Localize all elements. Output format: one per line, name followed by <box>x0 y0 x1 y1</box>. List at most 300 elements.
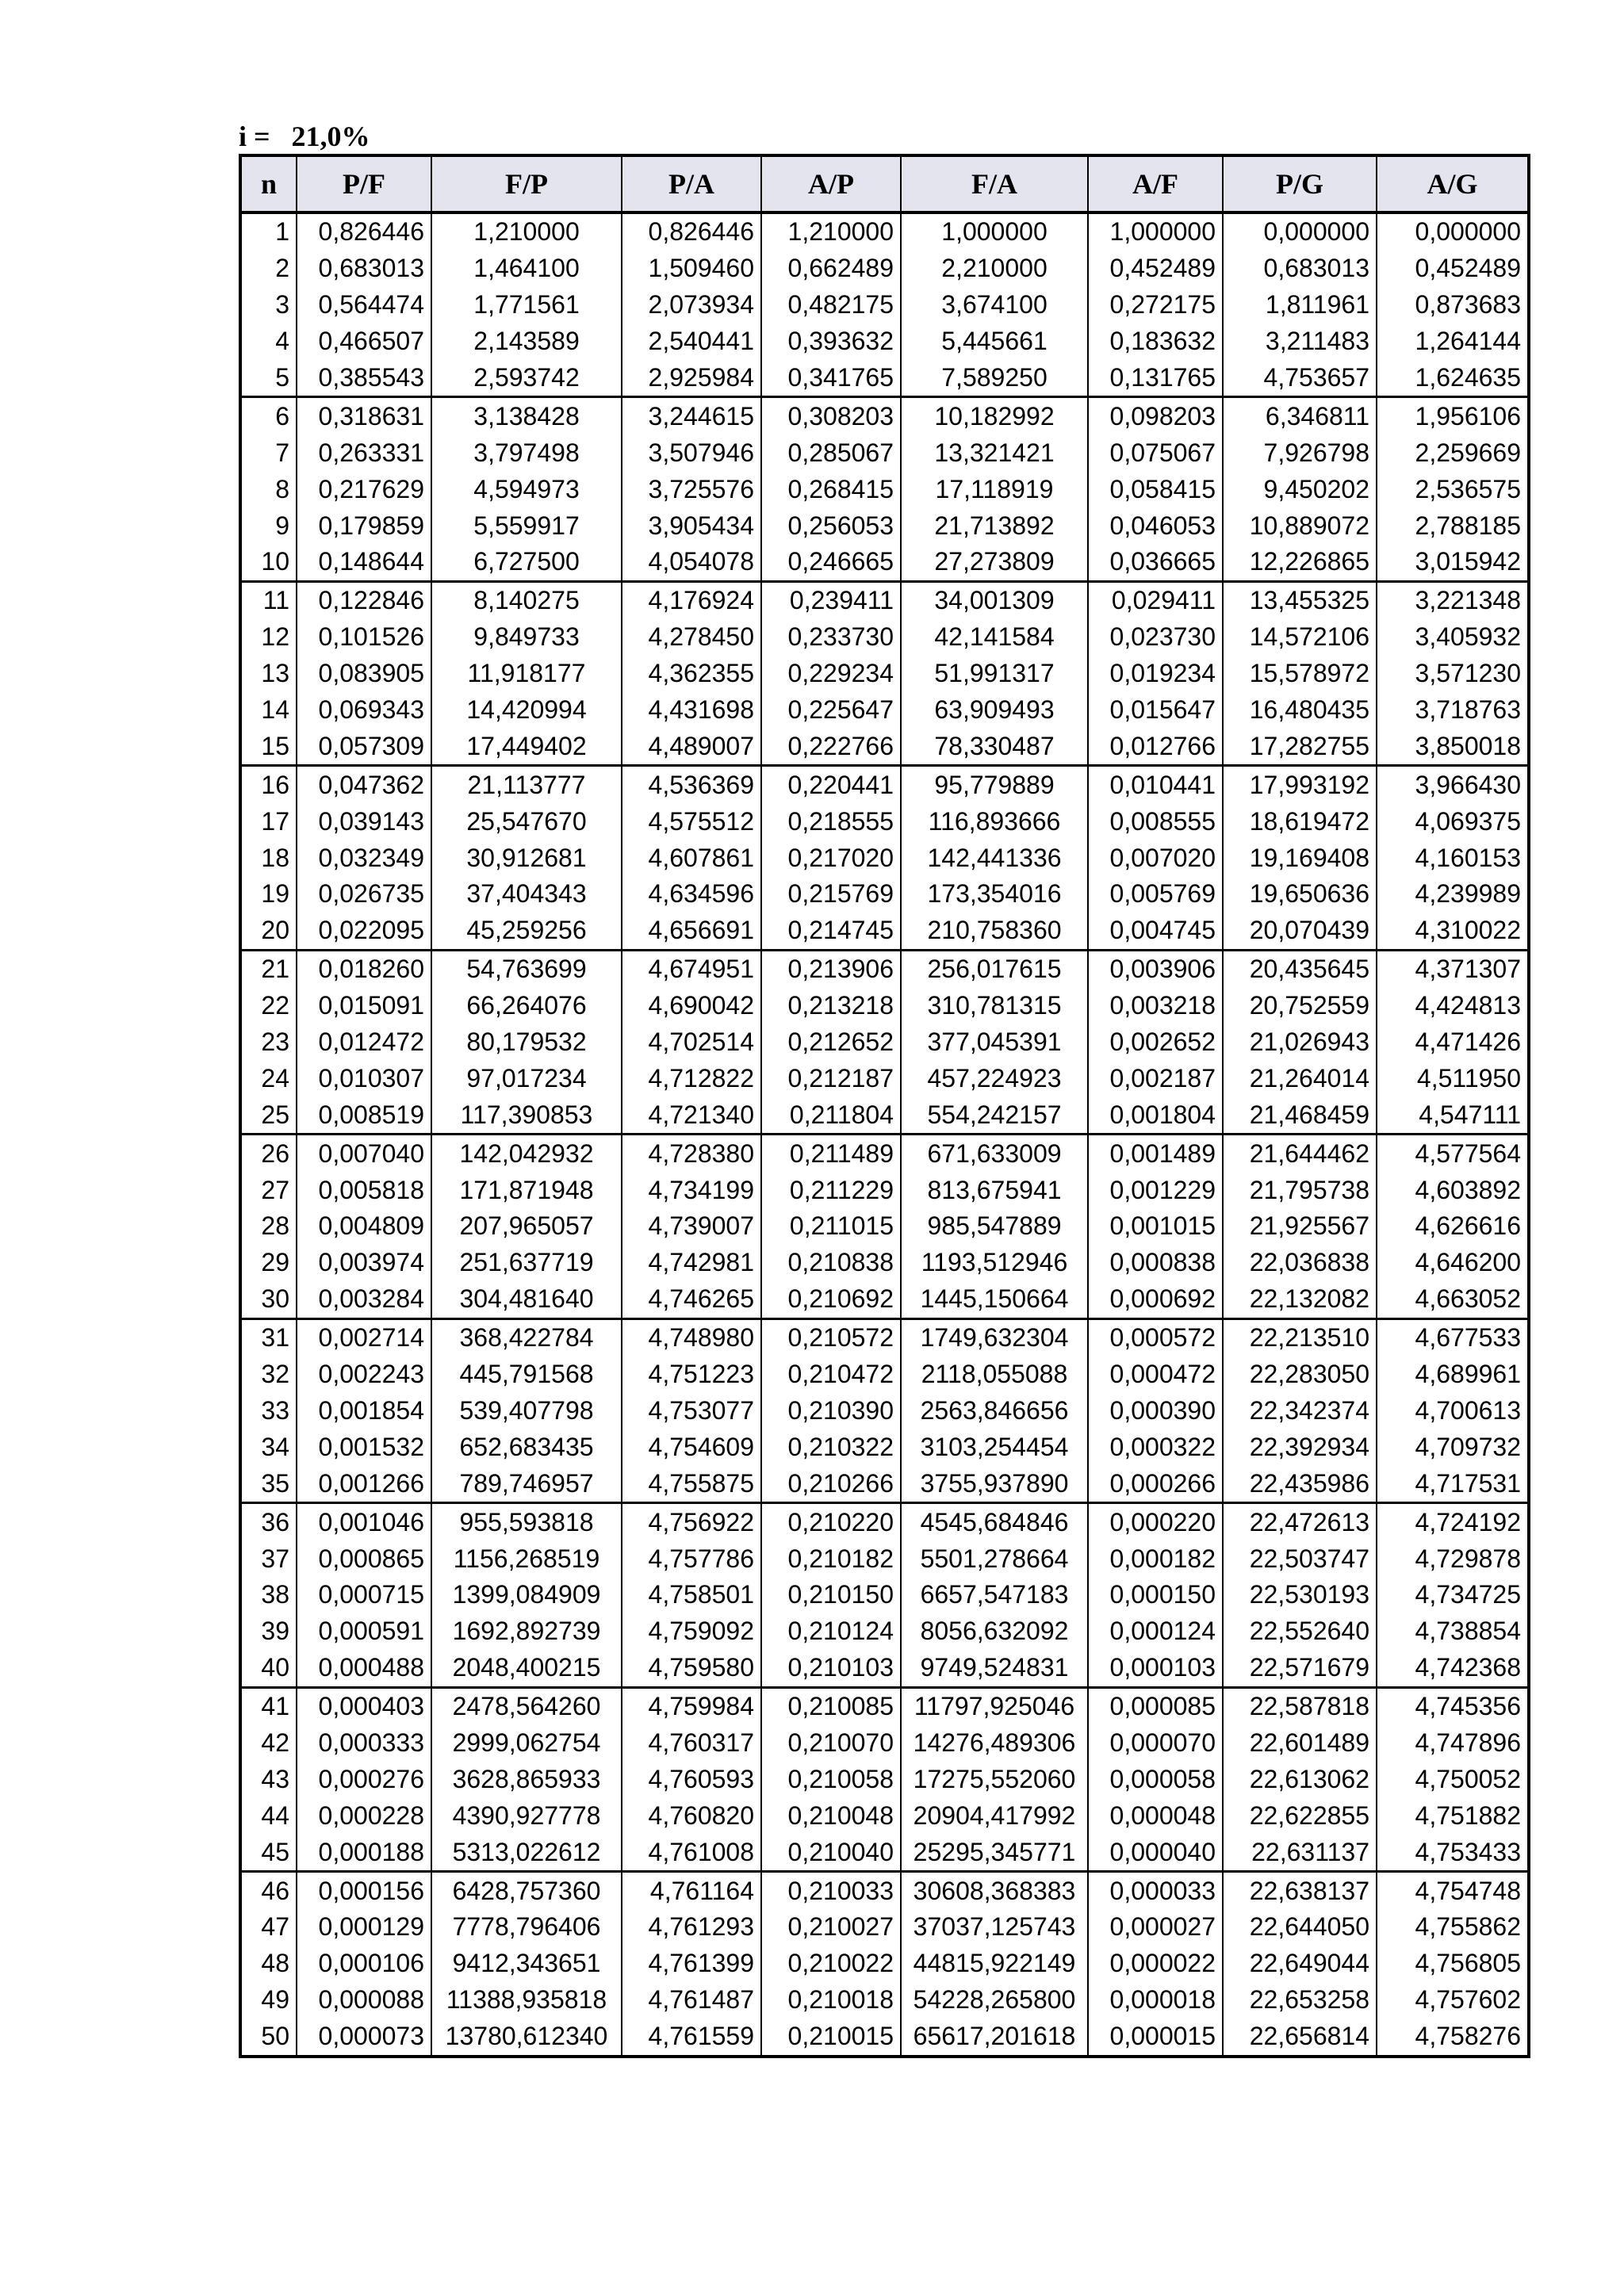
cell-pf: 0,026735 <box>297 876 431 913</box>
cell-fa: 7,589250 <box>901 360 1088 397</box>
cell-n: 17 <box>240 803 297 840</box>
cell-pa: 4,761293 <box>622 1909 761 1946</box>
cell-af: 0,000048 <box>1088 1797 1223 1834</box>
column-header-n: n <box>240 155 297 212</box>
cell-fp: 1,210000 <box>431 212 622 251</box>
cell-pg: 22,644050 <box>1223 1909 1377 1946</box>
interest-rate-value: 21,0% <box>291 121 370 152</box>
cell-af: 0,012766 <box>1088 728 1223 765</box>
table-row <box>240 913 1529 950</box>
table-row <box>240 1172 1529 1208</box>
cell-ap: 0,210838 <box>761 1245 901 1281</box>
cell-pa: 4,536369 <box>622 766 761 803</box>
cell-pg: 22,530193 <box>1223 1577 1377 1613</box>
cell-fa: 5,445661 <box>901 323 1088 360</box>
cell-af: 0,000182 <box>1088 1540 1223 1577</box>
cell-ag: 4,751882 <box>1377 1797 1529 1834</box>
cell-ap: 0,211489 <box>761 1135 901 1172</box>
cell-n: 50 <box>240 2019 297 2057</box>
cell-n: 47 <box>240 1909 297 1946</box>
cell-ag: 4,738854 <box>1377 1613 1529 1650</box>
cell-pg: 9,450202 <box>1223 471 1377 507</box>
cell-pg: 6,346811 <box>1223 397 1377 434</box>
cell-pg: 22,132082 <box>1223 1281 1377 1318</box>
cell-pf: 0,000156 <box>297 1872 431 1909</box>
cell-fp: 171,871948 <box>431 1172 622 1208</box>
cell-fp: 1,771561 <box>431 287 622 323</box>
cell-n: 4 <box>240 323 297 360</box>
cell-ap: 0,268415 <box>761 471 901 507</box>
cell-pf: 0,032349 <box>297 840 431 876</box>
cell-ap: 0,214745 <box>761 913 901 950</box>
cell-pf: 0,101526 <box>297 619 431 656</box>
cell-ag: 3,718763 <box>1377 692 1529 729</box>
cell-pg: 21,468459 <box>1223 1096 1377 1134</box>
cell-pg: 22,587818 <box>1223 1687 1377 1724</box>
cell-pa: 4,712822 <box>622 1060 761 1096</box>
cell-fa: 310,781315 <box>901 988 1088 1024</box>
cell-fp: 368,422784 <box>431 1318 622 1356</box>
cell-ap: 0,246665 <box>761 544 901 581</box>
cell-fa: 2118,055088 <box>901 1357 1088 1393</box>
cell-fp: 30,912681 <box>431 840 622 876</box>
cell-pg: 20,070439 <box>1223 913 1377 950</box>
cell-ap: 0,210027 <box>761 1909 901 1946</box>
table-row <box>240 1872 1529 1909</box>
cell-n: 42 <box>240 1725 297 1762</box>
cell-af: 0,015647 <box>1088 692 1223 729</box>
cell-ap: 0,210070 <box>761 1725 901 1762</box>
table-row <box>240 803 1529 840</box>
cell-pa: 4,702514 <box>622 1024 761 1061</box>
cell-ap: 0,210085 <box>761 1687 901 1724</box>
table-row <box>240 1946 1529 1982</box>
cell-fa: 5501,278664 <box>901 1540 1088 1577</box>
cell-pa: 4,761164 <box>622 1872 761 1909</box>
cell-pg: 22,283050 <box>1223 1357 1377 1393</box>
cell-pf: 0,039143 <box>297 803 431 840</box>
cell-ag: 2,259669 <box>1377 434 1529 471</box>
cell-ap: 0,210048 <box>761 1797 901 1834</box>
cell-ap: 0,220441 <box>761 766 901 803</box>
cell-fa: 65617,201618 <box>901 2019 1088 2057</box>
cell-ap: 0,256053 <box>761 507 901 544</box>
cell-pg: 21,795738 <box>1223 1172 1377 1208</box>
cell-n: 20 <box>240 913 297 950</box>
cell-pg: 21,264014 <box>1223 1060 1377 1096</box>
cell-n: 29 <box>240 1245 297 1281</box>
cell-fp: 2,593742 <box>431 360 622 397</box>
cell-ag: 4,577564 <box>1377 1135 1529 1172</box>
cell-pa: 4,054078 <box>622 544 761 581</box>
cell-ap: 0,210033 <box>761 1872 901 1909</box>
cell-fp: 955,593818 <box>431 1503 622 1540</box>
cell-af: 0,000572 <box>1088 1318 1223 1356</box>
cell-pa: 3,244615 <box>622 397 761 434</box>
cell-ag: 3,015942 <box>1377 544 1529 581</box>
cell-ag: 4,757602 <box>1377 1982 1529 2019</box>
cell-pa: 3,905434 <box>622 507 761 544</box>
cell-pa: 4,758501 <box>622 1577 761 1613</box>
cell-pa: 4,656691 <box>622 913 761 950</box>
interest-rate-prefix: i = <box>239 121 270 152</box>
cell-pg: 22,656814 <box>1223 2019 1377 2057</box>
cell-ap: 0,393632 <box>761 323 901 360</box>
table-row <box>240 728 1529 765</box>
cell-n: 48 <box>240 1946 297 1982</box>
cell-pa: 4,607861 <box>622 840 761 876</box>
cell-af: 0,001229 <box>1088 1172 1223 1208</box>
cell-fa: 11797,925046 <box>901 1687 1088 1724</box>
cell-ag: 3,966430 <box>1377 766 1529 803</box>
cell-ag: 4,160153 <box>1377 840 1529 876</box>
cell-pg: 22,036838 <box>1223 1245 1377 1281</box>
cell-pa: 4,761399 <box>622 1946 761 1982</box>
cell-pa: 4,489007 <box>622 728 761 765</box>
cell-n: 1 <box>240 212 297 251</box>
cell-ap: 0,662489 <box>761 251 901 287</box>
cell-ag: 4,753433 <box>1377 1834 1529 1871</box>
cell-ag: 4,689961 <box>1377 1357 1529 1393</box>
table-row <box>240 360 1529 397</box>
cell-fa: 54228,265800 <box>901 1982 1088 2019</box>
cell-ag: 4,646200 <box>1377 1245 1529 1281</box>
table-row <box>240 1761 1529 1797</box>
cell-n: 36 <box>240 1503 297 1540</box>
cell-pa: 4,760317 <box>622 1725 761 1762</box>
cell-ag: 2,536575 <box>1377 471 1529 507</box>
cell-fa: 2,210000 <box>901 251 1088 287</box>
cell-pf: 0,022095 <box>297 913 431 950</box>
cell-pf: 0,015091 <box>297 988 431 1024</box>
cell-fp: 11,918177 <box>431 656 622 692</box>
cell-ag: 0,000000 <box>1377 212 1529 251</box>
cell-fp: 97,017234 <box>431 1060 622 1096</box>
cell-n: 37 <box>240 1540 297 1577</box>
cell-fp: 4390,927778 <box>431 1797 622 1834</box>
cell-pa: 3,507946 <box>622 434 761 471</box>
cell-ap: 1,210000 <box>761 212 901 251</box>
cell-af: 0,001489 <box>1088 1135 1223 1172</box>
cell-fa: 377,045391 <box>901 1024 1088 1061</box>
cell-fp: 4,594973 <box>431 471 622 507</box>
cell-fa: 1,000000 <box>901 212 1088 251</box>
cell-pf: 0,683013 <box>297 251 431 287</box>
table-row <box>240 840 1529 876</box>
cell-ag: 0,873683 <box>1377 287 1529 323</box>
cell-n: 44 <box>240 1797 297 1834</box>
cell-af: 0,023730 <box>1088 619 1223 656</box>
cell-pg: 15,578972 <box>1223 656 1377 692</box>
cell-n: 22 <box>240 988 297 1024</box>
cell-n: 2 <box>240 251 297 287</box>
cell-fp: 789,746957 <box>431 1465 622 1502</box>
cell-pa: 4,746265 <box>622 1281 761 1318</box>
cell-ag: 4,747896 <box>1377 1725 1529 1762</box>
cell-pa: 4,754609 <box>622 1429 761 1465</box>
cell-pa: 4,690042 <box>622 988 761 1024</box>
cell-ag: 3,221348 <box>1377 581 1529 618</box>
cell-fp: 45,259256 <box>431 913 622 950</box>
cell-fa: 813,675941 <box>901 1172 1088 1208</box>
cell-ag: 4,745356 <box>1377 1687 1529 1724</box>
cell-ap: 0,210182 <box>761 1540 901 1577</box>
cell-ag: 4,511950 <box>1377 1060 1529 1096</box>
cell-ap: 0,211804 <box>761 1096 901 1134</box>
cell-ap: 0,210022 <box>761 1946 901 1982</box>
cell-pg: 22,613062 <box>1223 1761 1377 1797</box>
cell-ap: 0,213218 <box>761 988 901 1024</box>
cell-ap: 0,210018 <box>761 1982 901 2019</box>
cell-pg: 22,552640 <box>1223 1613 1377 1650</box>
cell-pa: 4,761487 <box>622 1982 761 2019</box>
cell-pg: 22,638137 <box>1223 1872 1377 1909</box>
cell-pg: 3,211483 <box>1223 323 1377 360</box>
cell-pg: 22,653258 <box>1223 1982 1377 2019</box>
cell-pf: 0,002243 <box>297 1357 431 1393</box>
cell-ag: 4,742368 <box>1377 1650 1529 1687</box>
cell-pf: 0,564474 <box>297 287 431 323</box>
cell-fp: 8,140275 <box>431 581 622 618</box>
cell-pg: 0,000000 <box>1223 212 1377 251</box>
table-row <box>240 212 1529 251</box>
cell-pg: 10,889072 <box>1223 507 1377 544</box>
cell-fa: 142,441336 <box>901 840 1088 876</box>
cell-pf: 0,000073 <box>297 2019 431 2057</box>
cell-pf: 0,005818 <box>297 1172 431 1208</box>
cell-n: 3 <box>240 287 297 323</box>
cell-fa: 210,758360 <box>901 913 1088 950</box>
cell-pg: 17,282755 <box>1223 728 1377 765</box>
cell-pg: 21,925567 <box>1223 1208 1377 1245</box>
cell-fp: 3628,865933 <box>431 1761 622 1797</box>
cell-fa: 256,017615 <box>901 950 1088 987</box>
cell-pa: 4,278450 <box>622 619 761 656</box>
cell-fp: 652,683435 <box>431 1429 622 1465</box>
cell-ap: 0,285067 <box>761 434 901 471</box>
cell-pf: 0,069343 <box>297 692 431 729</box>
cell-ag: 4,717531 <box>1377 1465 1529 1502</box>
cell-pg: 0,683013 <box>1223 251 1377 287</box>
cell-ag: 4,734725 <box>1377 1577 1529 1613</box>
cell-pa: 4,748980 <box>622 1318 761 1356</box>
cell-pf: 0,004809 <box>297 1208 431 1245</box>
cell-af: 0,000472 <box>1088 1357 1223 1393</box>
cell-ap: 0,239411 <box>761 581 901 618</box>
cell-pg: 13,455325 <box>1223 581 1377 618</box>
cell-fa: 27,273809 <box>901 544 1088 581</box>
cell-ap: 0,210040 <box>761 1834 901 1871</box>
cell-n: 34 <box>240 1429 297 1465</box>
cell-af: 0,000266 <box>1088 1465 1223 1502</box>
cell-fa: 3103,254454 <box>901 1429 1088 1465</box>
column-header-fa: F/A <box>901 155 1088 212</box>
cell-af: 0,036665 <box>1088 544 1223 581</box>
cell-pg: 22,342374 <box>1223 1393 1377 1429</box>
cell-fp: 1156,268519 <box>431 1540 622 1577</box>
cell-n: 19 <box>240 876 297 913</box>
cell-ag: 4,069375 <box>1377 803 1529 840</box>
cell-n: 41 <box>240 1687 297 1724</box>
cell-ag: 4,603892 <box>1377 1172 1529 1208</box>
cell-af: 0,004745 <box>1088 913 1223 950</box>
cell-af: 0,010441 <box>1088 766 1223 803</box>
cell-fp: 6,727500 <box>431 544 622 581</box>
cell-fp: 1399,084909 <box>431 1577 622 1613</box>
cell-pf: 0,000088 <box>297 1982 431 2019</box>
cell-ag: 4,677533 <box>1377 1318 1529 1356</box>
cell-pa: 4,742981 <box>622 1245 761 1281</box>
cell-n: 5 <box>240 360 297 397</box>
cell-pg: 22,631137 <box>1223 1834 1377 1871</box>
cell-fa: 14276,489306 <box>901 1725 1088 1762</box>
cell-fa: 9749,524831 <box>901 1650 1088 1687</box>
table-row <box>240 2019 1529 2057</box>
column-header-pa: P/A <box>622 155 761 212</box>
cell-fp: 6428,757360 <box>431 1872 622 1909</box>
cell-pa: 4,728380 <box>622 1135 761 1172</box>
cell-af: 0,131765 <box>1088 360 1223 397</box>
table-row <box>240 988 1529 1024</box>
cell-fp: 13780,612340 <box>431 2019 622 2057</box>
cell-pa: 2,073934 <box>622 287 761 323</box>
table-row <box>240 507 1529 544</box>
cell-pf: 0,263331 <box>297 434 431 471</box>
cell-pa: 4,721340 <box>622 1096 761 1134</box>
cell-n: 28 <box>240 1208 297 1245</box>
cell-pf: 0,001266 <box>297 1465 431 1502</box>
interest-factor-table <box>239 154 1530 2058</box>
cell-pf: 0,000403 <box>297 1687 431 1724</box>
cell-fp: 54,763699 <box>431 950 622 987</box>
cell-pg: 1,811961 <box>1223 287 1377 323</box>
cell-fa: 1749,632304 <box>901 1318 1088 1356</box>
cell-pa: 4,362355 <box>622 656 761 692</box>
cell-ap: 0,210692 <box>761 1281 901 1318</box>
cell-pg: 21,644462 <box>1223 1135 1377 1172</box>
cell-af: 0,000103 <box>1088 1650 1223 1687</box>
cell-af: 0,098203 <box>1088 397 1223 434</box>
cell-ap: 0,210266 <box>761 1465 901 1502</box>
cell-ap: 0,210015 <box>761 2019 901 2057</box>
cell-af: 0,000015 <box>1088 2019 1223 2057</box>
cell-af: 0,003218 <box>1088 988 1223 1024</box>
table-header-row <box>240 155 1529 212</box>
cell-ag: 4,424813 <box>1377 988 1529 1024</box>
cell-n: 13 <box>240 656 297 692</box>
cell-ag: 4,239989 <box>1377 876 1529 913</box>
cell-af: 0,019234 <box>1088 656 1223 692</box>
cell-fp: 2,143589 <box>431 323 622 360</box>
cell-pf: 0,001532 <box>297 1429 431 1465</box>
cell-pf: 0,010307 <box>297 1060 431 1096</box>
column-header-pg: P/G <box>1223 155 1377 212</box>
cell-ap: 0,482175 <box>761 287 901 323</box>
cell-ap: 0,229234 <box>761 656 901 692</box>
cell-af: 0,008555 <box>1088 803 1223 840</box>
cell-fa: 42,141584 <box>901 619 1088 656</box>
cell-ag: 2,788185 <box>1377 507 1529 544</box>
cell-af: 0,452489 <box>1088 251 1223 287</box>
cell-af: 0,000040 <box>1088 1834 1223 1871</box>
cell-fp: 1,464100 <box>431 251 622 287</box>
cell-fa: 63,909493 <box>901 692 1088 729</box>
cell-af: 0,000018 <box>1088 1982 1223 2019</box>
cell-pf: 0,000715 <box>297 1577 431 1613</box>
cell-pa: 4,634596 <box>622 876 761 913</box>
cell-n: 25 <box>240 1096 297 1134</box>
cell-fp: 1692,892739 <box>431 1613 622 1650</box>
cell-ap: 0,210058 <box>761 1761 901 1797</box>
cell-pf: 0,003974 <box>297 1245 431 1281</box>
cell-fp: 7778,796406 <box>431 1909 622 1946</box>
cell-af: 0,046053 <box>1088 507 1223 544</box>
cell-fa: 1193,512946 <box>901 1245 1088 1281</box>
cell-fa: 10,182992 <box>901 397 1088 434</box>
cell-fa: 985,547889 <box>901 1208 1088 1245</box>
cell-ag: 4,310022 <box>1377 913 1529 950</box>
table-row <box>240 1909 1529 1946</box>
cell-fp: 117,390853 <box>431 1096 622 1134</box>
cell-ap: 0,341765 <box>761 360 901 397</box>
table-row <box>240 251 1529 287</box>
table-row <box>240 1465 1529 1502</box>
cell-pf: 0,318631 <box>297 397 431 434</box>
cell-ap: 0,222766 <box>761 728 901 765</box>
column-header-ag: A/G <box>1377 155 1529 212</box>
cell-n: 18 <box>240 840 297 876</box>
cell-ap: 0,210103 <box>761 1650 901 1687</box>
cell-pf: 0,000488 <box>297 1650 431 1687</box>
table-row <box>240 1393 1529 1429</box>
cell-n: 45 <box>240 1834 297 1871</box>
cell-pa: 4,756922 <box>622 1503 761 1540</box>
cell-pg: 17,993192 <box>1223 766 1377 803</box>
cell-fp: 25,547670 <box>431 803 622 840</box>
cell-pf: 0,217629 <box>297 471 431 507</box>
cell-pa: 4,431698 <box>622 692 761 729</box>
cell-pf: 0,008519 <box>297 1096 431 1134</box>
cell-n: 35 <box>240 1465 297 1502</box>
cell-af: 0,058415 <box>1088 471 1223 507</box>
cell-ap: 0,213906 <box>761 950 901 987</box>
cell-n: 31 <box>240 1318 297 1356</box>
cell-af: 0,000058 <box>1088 1761 1223 1797</box>
cell-ag: 3,850018 <box>1377 728 1529 765</box>
cell-fp: 11388,935818 <box>431 1982 622 2019</box>
cell-pg: 22,622855 <box>1223 1797 1377 1834</box>
cell-pg: 22,392934 <box>1223 1429 1377 1465</box>
cell-ap: 0,212652 <box>761 1024 901 1061</box>
cell-fp: 142,042932 <box>431 1135 622 1172</box>
cell-pf: 0,057309 <box>297 728 431 765</box>
cell-pf: 0,000591 <box>297 1613 431 1650</box>
cell-ap: 0,210390 <box>761 1393 901 1429</box>
cell-n: 38 <box>240 1577 297 1613</box>
cell-pa: 1,509460 <box>622 251 761 287</box>
table-row <box>240 1540 1529 1577</box>
cell-pf: 0,000188 <box>297 1834 431 1871</box>
cell-fa: 3755,937890 <box>901 1465 1088 1502</box>
cell-ap: 0,210572 <box>761 1318 901 1356</box>
cell-pa: 4,759580 <box>622 1650 761 1687</box>
cell-fp: 304,481640 <box>431 1281 622 1318</box>
cell-n: 7 <box>240 434 297 471</box>
cell-pf: 0,001854 <box>297 1393 431 1429</box>
cell-fp: 3,797498 <box>431 434 622 471</box>
cell-fa: 13,321421 <box>901 434 1088 471</box>
cell-n: 10 <box>240 544 297 581</box>
